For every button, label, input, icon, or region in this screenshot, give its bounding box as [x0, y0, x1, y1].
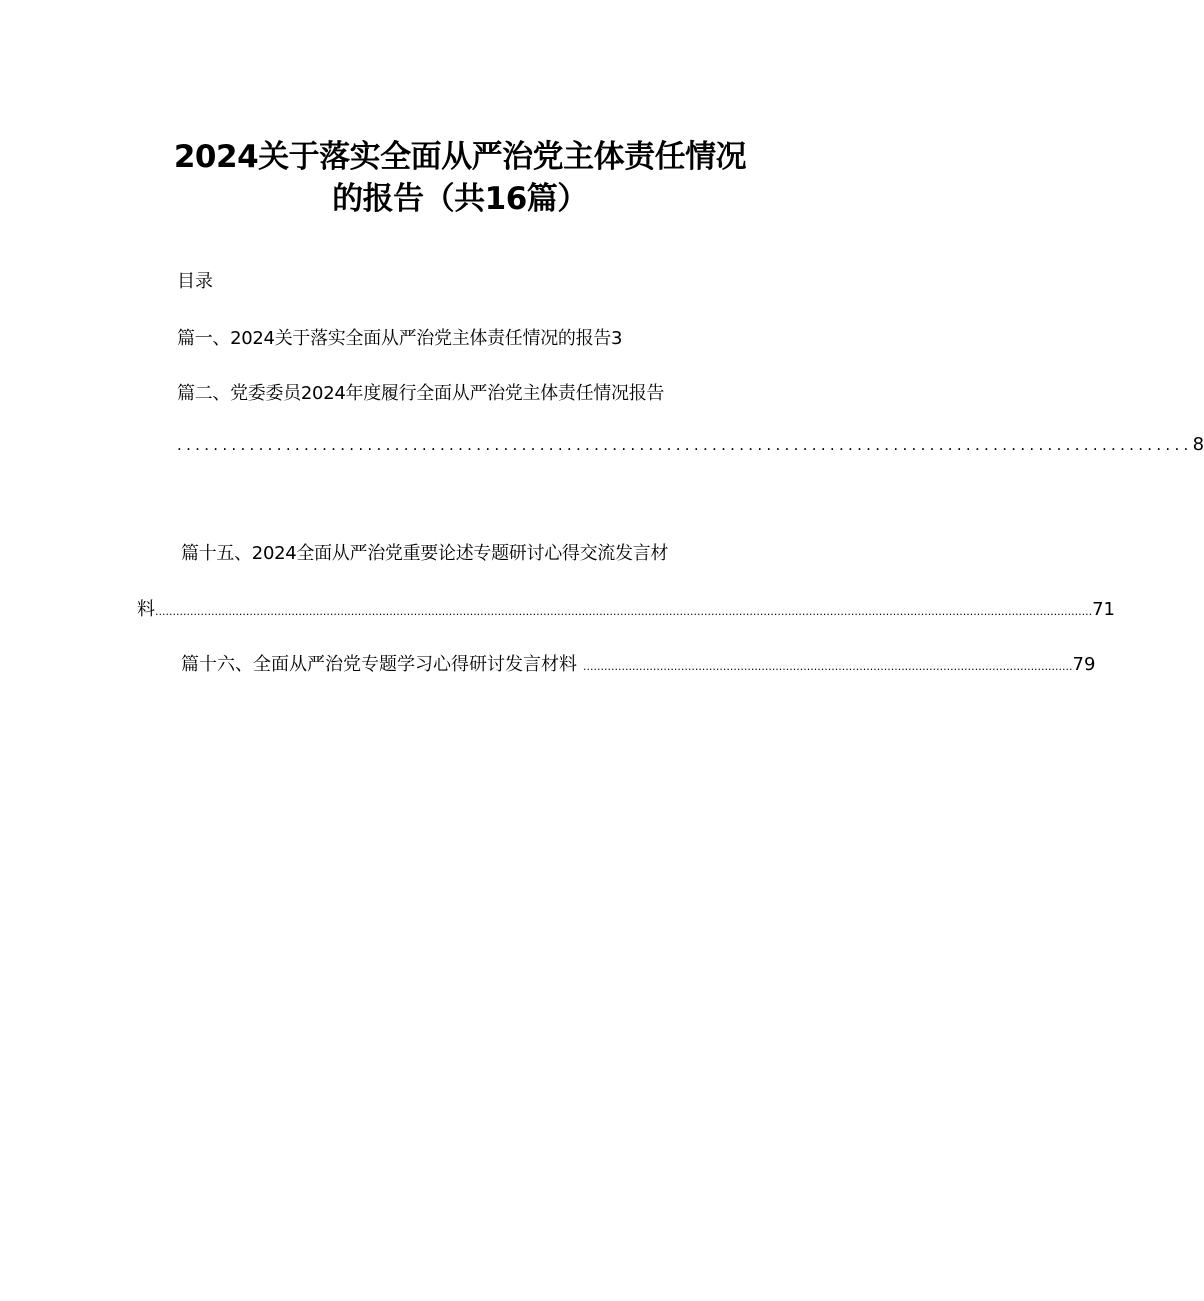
dot-leader: ................................................................................................................ — [177, 436, 1193, 454]
dot-leader: ............................................................................................................................................ — [583, 660, 1073, 673]
document-title-line-2: 的报告（共16篇） — [332, 181, 588, 217]
toc-entry-2-page[interactable]: 8 — [1192, 434, 1204, 455]
toc-entry-16-line — [181, 653, 1096, 679]
document-title-line-1: 2024关于落实全面从严治党主体责任情况 — [173, 139, 747, 175]
toc-entry-2[interactable]: 篇二、党委委员2024年度履行全面从严治党主体责任情况报告 — [177, 383, 665, 404]
dot-leader: ............................................................................................................................................................................................................................................................................ — [155, 605, 1093, 618]
toc-heading: 目录 — [177, 271, 213, 292]
toc-entry-16-page[interactable]: 79 — [1072, 654, 1096, 675]
toc-entry-15-page[interactable]: 71 — [1092, 599, 1115, 620]
toc-entry-15-leader-line — [137, 598, 1115, 624]
toc-entry-1[interactable]: 篇一、2024关于落实全面从严治党主体责任情况的报告3 — [177, 328, 623, 349]
toc-entry-15[interactable]: 篇十五、2024全面从严治党重要论述专题研讨心得交流发言材 — [181, 543, 669, 564]
toc-entry-2-leader-line — [177, 433, 1204, 457]
toc-entry-16[interactable]: 篇十六、全面从严治党专题学习心得研讨发言材料 — [181, 654, 577, 675]
toc-entry-15-continuation: 料 — [137, 599, 155, 620]
